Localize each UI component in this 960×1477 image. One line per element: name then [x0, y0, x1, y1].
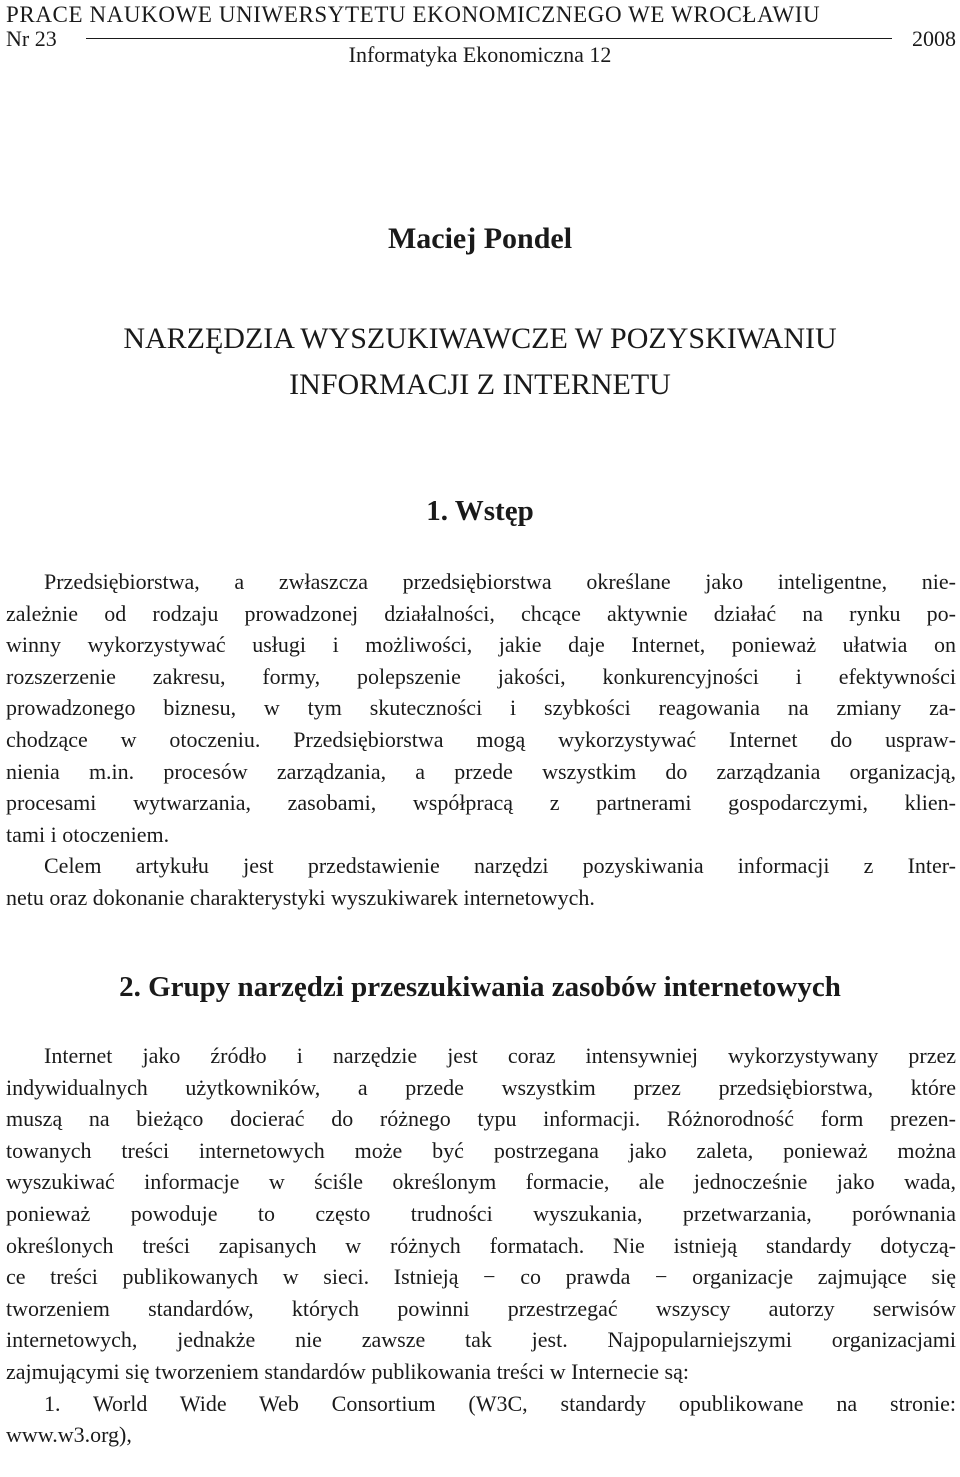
text-line: Internet jako źródło i narzędzie jest coraz intensywniej wykorzystywany przez: [44, 1043, 956, 1068]
text-line: www.w3.org),: [6, 1422, 132, 1448]
text-line: muszą na bieżąco docierać do różnego typu informacji. Różnorodność form prezen-: [6, 1106, 956, 1132]
text-line: netu oraz dokonanie charakterystyki wyszukiwarek internetowych.: [6, 884, 595, 910]
text-line: tami i otoczeniem.: [6, 821, 170, 847]
section-heading-introduction: 1. Wstęp: [426, 495, 534, 527]
text-line: wyszukiwać informacje w ściśle określonym formacie, ale jednocześnie jako wada,: [6, 1169, 956, 1195]
text-line: nienia m.in. procesów zarządzania, a przede wszystkim do zarządzania organizacją,: [6, 758, 956, 784]
journal-title: PRACE NAUKOWE UNIWERSYTETU EKONOMICZNEGO WE WROCŁAWIU: [6, 2, 821, 27]
text-line: chodzące w otoczeniu. Przedsiębiorstwa mogą wykorzystywać Internet do uspraw-: [6, 726, 956, 752]
text-line: ponieważ powoduje to często trudności wyszukania, przetwarzania, porównania: [6, 1200, 956, 1226]
text-line: winny wykorzystywać usługi i możliwości, jakie daje Internet, ponieważ ułatwia on: [6, 632, 956, 658]
text-line: Przedsiębiorstwa, a zwłaszcza przedsiębiorstwa określane jako inteligentne, nie-: [44, 569, 956, 594]
text-line: towanych treści internetowych może być postrzegana jako zaleta, ponieważ można: [6, 1137, 956, 1163]
list-item: 1. World Wide Web Consortium (W3C, standardy opublikowane na stronie:: [44, 1390, 956, 1416]
text-line: zajmującymi się tworzeniem standardów publikowania treści w Internecie są:: [6, 1358, 689, 1384]
text-line: tworzeniem standardów, których powinni przestrzegać wszyscy autorzy serwisów: [6, 1295, 956, 1321]
text-line: internetowych, jednakże nie zawsze tak jest. Najpopularniejszymi organizacjami: [6, 1327, 956, 1353]
article-title: [0, 316, 960, 408]
author-name: Maciej Pondel: [387, 222, 573, 255]
text-line: indywidualnych użytkowników, a przede wszystkim przez przedsiębiorstwa, które: [6, 1074, 956, 1100]
text-line: procesami wytwarzania, zasobami, współpracą z partnerami gospodarczymi, klien-: [6, 790, 956, 816]
text-line: zależnie od rodzaju prowadzonej działalności, chcące aktywnie działać na rynku po-: [6, 600, 956, 626]
paragraph: [6, 1040, 956, 1451]
header-rule: [86, 38, 892, 39]
text-line: ce treści publikowanych w sieci. Istnieją − co prawda − organizacje zajmujące się: [6, 1264, 956, 1290]
section-heading-tool-groups: 2. Grupy narzędzi przeszukiwania zasobów internetowych: [119, 971, 841, 1003]
text-line: określonych treści zapisanych w różnych formatach. Nie istnieją standardy dotyczą-: [6, 1232, 956, 1258]
series-name: Informatyka Ekonomiczna 12: [348, 42, 612, 67]
title-line: INFORMACJI Z INTERNETU: [289, 368, 671, 401]
text-line: rozszerzenie zakresu, formy, polepszenie jakości, konkurencyjności i efektywności: [6, 663, 956, 689]
issue-year: 2008: [912, 26, 956, 51]
text-line: Celem artykułu jest przedstawienie narzędzi pozyskiwania informacji z Inter-: [44, 853, 956, 879]
text-line: prowadzonego biznesu, w tym skuteczności i szybkości reagowania na zmiany za-: [6, 695, 956, 721]
title-line: NARZĘDZIA WYSZUKIWAWCZE W POZYSKIWANIU: [123, 322, 837, 355]
issue-number: Nr 23: [6, 26, 57, 51]
paragraph: [6, 566, 956, 914]
